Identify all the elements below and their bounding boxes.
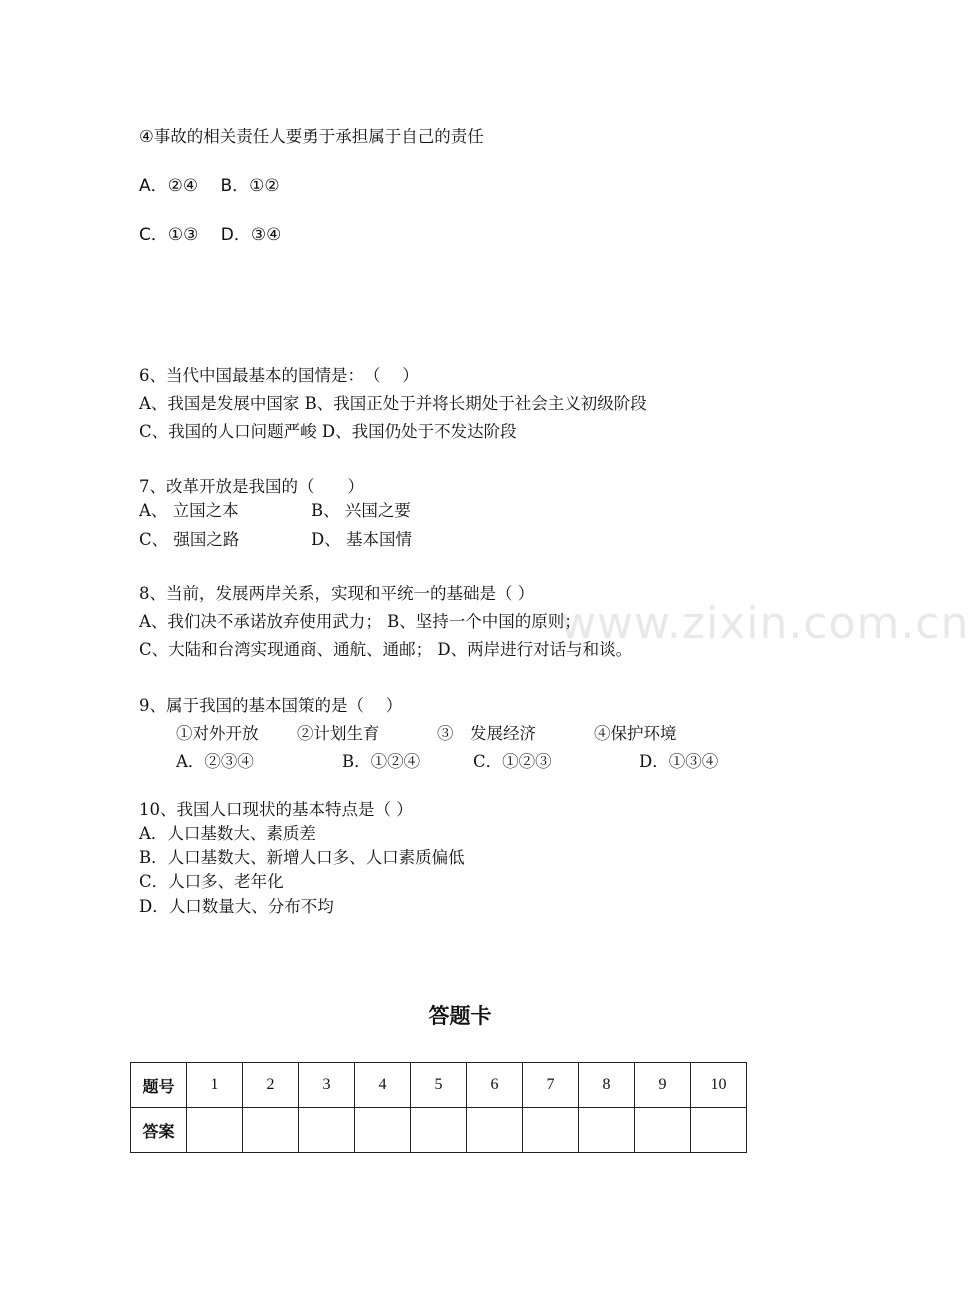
q9-item-4: ④保护环境: [594, 724, 677, 743]
number-row-label: 题号: [131, 1063, 187, 1108]
q7-option-c: C、 强国之路: [139, 530, 240, 549]
question-number-cell: 4: [355, 1063, 411, 1108]
answer-card-table: [130, 1062, 747, 1153]
q7-stem: 7、改革开放是我国的（ ）: [139, 477, 364, 496]
watermark: www.zixin.com.cn: [560, 598, 969, 649]
question-number-cell: 1: [187, 1063, 243, 1108]
q10-option-b: B．人口基数大、新增人口多、人口素质偏低: [139, 848, 465, 867]
q9-option-c: C．①②③: [473, 752, 552, 771]
question-number-cell: 6: [467, 1063, 523, 1108]
q6-stem: 6、当代中国最基本的国情是： （ ）: [139, 366, 419, 385]
answer-row-label: 答案: [131, 1108, 187, 1153]
q9-item-2: ②计划生育: [297, 724, 380, 743]
q10-option-c: C．人口多、老年化: [139, 872, 284, 891]
answer-cell[interactable]: [635, 1108, 691, 1153]
answer-cell[interactable]: [523, 1108, 579, 1153]
answer-cell[interactable]: [355, 1108, 411, 1153]
answer-card-number-row: [131, 1063, 747, 1108]
question-number-cell: 3: [299, 1063, 355, 1108]
answer-cell[interactable]: [411, 1108, 467, 1153]
question-number-cell: 9: [635, 1063, 691, 1108]
q9-option-d: D．①③④: [639, 752, 719, 771]
question-number-cell: 7: [523, 1063, 579, 1108]
q8-stem: 8、当前，发展两岸关系，实现和平统一的基础是（ ）: [139, 584, 535, 603]
q9-item-1: ①对外开放: [176, 724, 259, 743]
q7-option-d: D、 基本国情: [311, 530, 412, 549]
q5-options-ab: A．②④ B．①②: [139, 176, 280, 196]
q10-option-a: A．人口基数大、素质差: [139, 824, 316, 843]
answer-cell[interactable]: [467, 1108, 523, 1153]
q6-options-cd: C、我国的人口问题严峻 D、我国仍处于不发达阶段: [139, 422, 517, 441]
answer-cell[interactable]: [299, 1108, 355, 1153]
answer-card-title: 答题卡: [428, 1004, 492, 1028]
q6-options-ab: A、我国是发展中国家 B、我国正处于并将长期处于社会主义初级阶段: [139, 394, 647, 413]
q8-options-ab: A、我们决不承诺放弃使用武力； B、坚持一个中国的原则；: [139, 612, 581, 631]
answer-card-answer-row: [131, 1108, 747, 1153]
q9-option-b: B．①②④: [342, 752, 421, 771]
q5-options-cd: C．①③ D．③④: [139, 225, 282, 245]
answer-cell[interactable]: [691, 1108, 747, 1153]
q9-stem: 9、属于我国的基本国策的是（ ）: [139, 696, 403, 715]
question-number-cell: 2: [243, 1063, 299, 1108]
q7-option-a: A、 立国之本: [139, 501, 239, 520]
question-number-cell: 10: [691, 1063, 747, 1108]
q9-option-a: A．②③④: [176, 752, 254, 771]
q9-item-3: ③ 发展经济: [437, 724, 536, 743]
q7-option-b: B、 兴国之要: [311, 501, 411, 520]
answer-cell[interactable]: [579, 1108, 635, 1153]
q10-stem: 10、我国人口现状的基本特点是（ ）: [139, 800, 413, 819]
q8-options-cd: C、大陆和台湾实现通商、通航、通邮； D、两岸进行对话与和谈。: [139, 640, 633, 659]
question-number-cell: 5: [411, 1063, 467, 1108]
q10-option-d: D．人口数量大、分布不均: [139, 897, 334, 916]
question-number-cell: 8: [579, 1063, 635, 1108]
answer-cell[interactable]: [187, 1108, 243, 1153]
answer-cell[interactable]: [243, 1108, 299, 1153]
q5-item-4: ④事故的相关责任人要勇于承担属于自己的责任: [139, 127, 484, 146]
